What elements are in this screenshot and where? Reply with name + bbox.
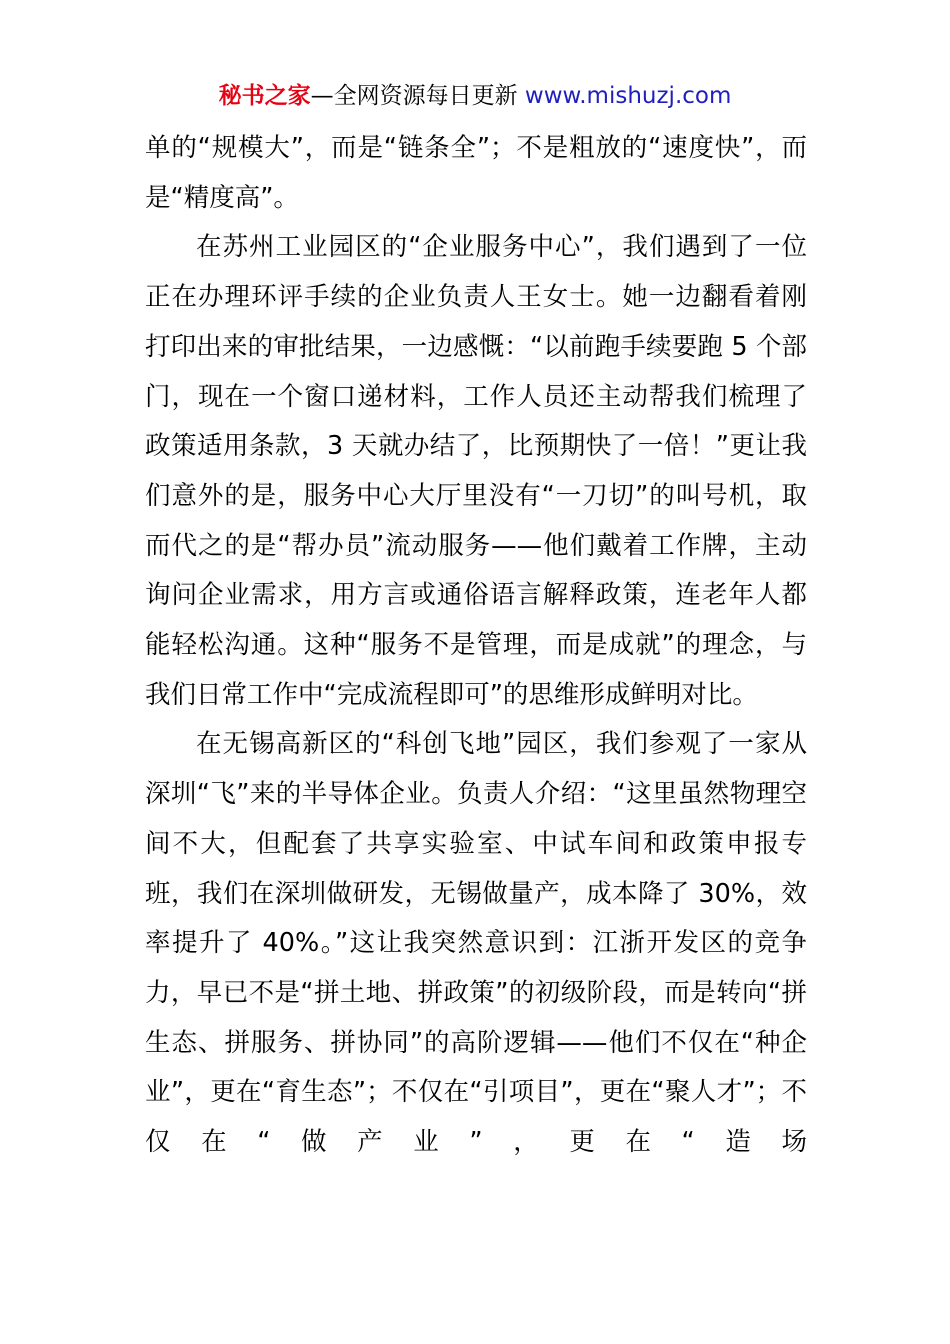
site-brand: 秘书之家 <box>218 83 311 109</box>
site-url-link[interactable]: www.mishuzj.com <box>524 83 732 109</box>
site-header <box>0 78 950 114</box>
paragraph-wuxi-science-park: 在无锡高新区的“科创飞地”园区，我们参观了一家从深圳“飞”来的半导体企业。负责人介绍：“这里虽然物理空间不大，但配套了共享实验室、中试车间和政策申报专班，我们在深圳做研发，无锡做量产，成本降了 30%，效率提升了 40%。”这让我突然意识到：江浙开发区的竞争力，早已不是“拼土地、拼政策”的初级阶段，而是转向“拼生态、拼服务、拼协同”的高阶逻辑——他们不仅在“种企业”，更在“育生态”；不仅在“引项目”，更在“聚人才”；不仅在“做产业”，更在“造场 <box>145 729 807 1158</box>
paragraph-continuation: 单的“规模大”，而是“链条全”；不是粗放的“速度快”，而是“精度高”。 <box>145 133 807 213</box>
paragraph-suzhou-service-center: 在苏州工业园区的“企业服务中心”，我们遇到了一位正在办理环评手续的企业负责人王女士。她一边翻看着刚打印出来的审批结果，一边感慨：“以前跑手续要跑 5 个部门，现在一个窗口递材料，工作人员还主动帮我们梳理了政策适用条款，3 天就办结了，比预期快了一倍！”更让我们意外的是，服务中心大厅里没有“一刀切”的叫号机，取而代之的是“帮办员”流动服务——他们戴着工作牌，主动询问企业需求，用方言或通俗语言解释政策，连老年人都能轻松沟通。这种“服务不是管理，而是成就”的理念，与我们日常工作中“完成流程即可”的思维形成鲜明对比。 <box>145 232 807 710</box>
site-tagline: —全网资源每日更新 <box>310 83 525 109</box>
document-body <box>145 124 807 1168</box>
